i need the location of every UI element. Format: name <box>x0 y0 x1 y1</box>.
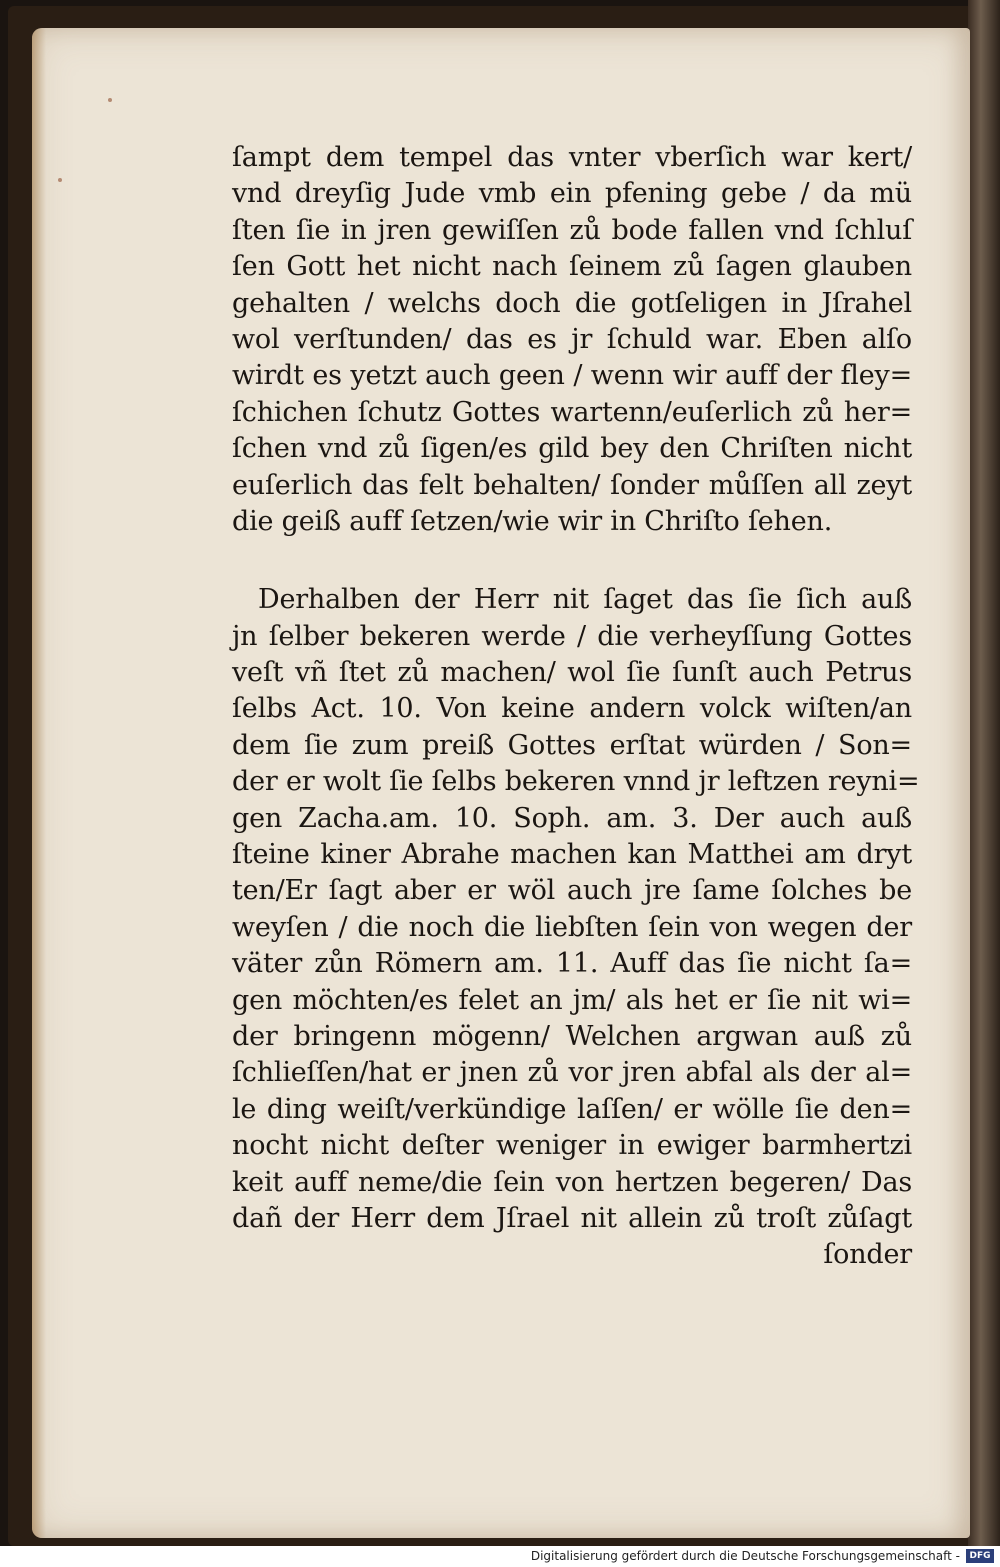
text-line: wol verſtunden/ das es jr ſchuld war. Eben alſo <box>232 323 912 355</box>
text-line: le ding weiſt/verkündige laſſen/ er wölle ſie den= <box>232 1093 912 1125</box>
text-line: ſen Gott het nicht nach ſeinem zů ſagen glauben <box>232 251 912 283</box>
paragraph-2 <box>232 582 920 1237</box>
text-line: weyſen / die noch die liebſten ſein von wegen der <box>232 911 912 943</box>
text-line: väter zůn Römern am. 11. Auff das ſie nicht ſa= <box>232 948 912 980</box>
text-line: gen möchten/es felet an jm/ als het er ſie nit wi= <box>232 984 912 1016</box>
catchword: ſonder <box>823 1239 912 1271</box>
text-line: ſchen vnd zů ſigen/es gild bey den Chriſten nicht <box>232 433 912 465</box>
text-line: ſchlieſſen/hat er jnen zů vor jren abfal als der al= <box>232 1057 912 1089</box>
text-line: der bringenn mögenn/ Welchen argwan auß zů <box>232 1020 912 1052</box>
text-line: ſelbs Act. 10. Von keine andern volck wiſten/an <box>232 693 912 725</box>
text-line: wirdt es yetzt auch geen / wenn wir auff der fley= <box>232 360 912 392</box>
paper-stain <box>58 178 62 182</box>
text-line: gen Zacha.am. 10. Soph. am. 3. Der auch auß <box>232 802 912 834</box>
text-line: ſampt dem tempel das vnter vberſich war kert/ <box>232 142 912 173</box>
text-line: nocht nicht deſter weniger in ewiger barmhertzi <box>232 1130 912 1162</box>
text-line: gehalten / welchs doch die gotſeligen in Jſrahel <box>232 287 912 319</box>
text-line: euſerlich das felt behalten/ ſonder můſſen all zeyt <box>232 469 912 501</box>
footer-bar <box>0 1546 1000 1567</box>
text-line: ſteine kiner Abrahe machen kan Matthei am dryt <box>232 839 912 871</box>
text-line: ten/Er ſagt aber er wöl auch jre ſame ſolches be <box>232 875 912 907</box>
paragraph-1 <box>232 140 912 540</box>
paragraph-gap <box>232 540 912 582</box>
text-line: jn ſelber bekeren werde / die verheyſſung Gottes <box>232 620 912 652</box>
text-line: veſt vñ ſtet zů machen/ wol ſie ſunſt auch Petrus <box>232 657 912 689</box>
text-line: keit auff neme/die ſein von hertzen begeren/ Das <box>232 1166 912 1198</box>
text-line: ſten ſie in jren gewiſſen zů bode fallen vnd ſchluſ <box>232 214 912 246</box>
page-gutter-shadow <box>32 28 46 1538</box>
text-line: dem ſie zum preiß Gottes erſtat würden / Son= <box>232 729 912 761</box>
text-line: der er wolt ſie ſelbs bekeren vnnd jr leftzen reyni= <box>232 766 920 798</box>
text-line: dañ der Herr dem Jſrael nit allein zů troſt zůſagt <box>232 1202 912 1234</box>
text-block <box>232 140 920 1274</box>
text-line: ſchichen ſchutz Gottes wartenn/euſerlich zů her= <box>232 396 912 428</box>
footer-credit: Digitalisierung gefördert durch die Deutsche Forschungsgemeinschaft - <box>530 1549 960 1563</box>
dfg-logo: DFG <box>966 1549 994 1563</box>
text-line: die geiß auff ſetzen/wie wir in Chriſto ſehen. <box>232 505 833 537</box>
text-line: vnd dreyſig Jude vmb ein pfening gebe / da mü <box>232 178 912 210</box>
paper-stain <box>108 98 112 102</box>
book-spine <box>968 0 1000 1546</box>
text-line: Derhalben der Herr nit ſaget das ſie ſich auß <box>258 584 912 616</box>
